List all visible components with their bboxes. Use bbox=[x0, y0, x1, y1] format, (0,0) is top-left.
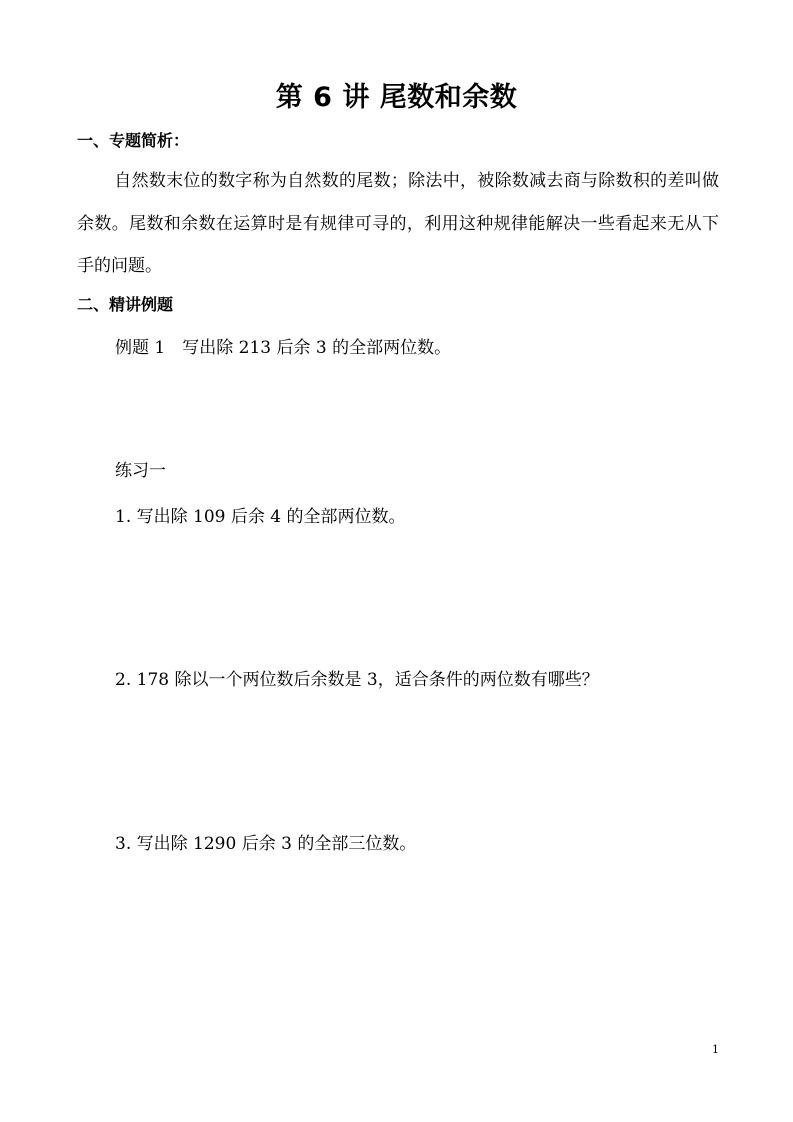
page-number: 1 bbox=[712, 1043, 719, 1056]
example-1: 例题 1 写出除 213 后余 3 的全部两位数。 bbox=[115, 338, 452, 358]
practice-label: 练习一 bbox=[115, 461, 166, 481]
page-title: 第 6 讲 尾数和余数 bbox=[275, 82, 518, 113]
practice-question-1: 1. 写出除 109 后余 4 的全部两位数。 bbox=[115, 507, 406, 527]
intro-paragraph bbox=[77, 160, 719, 288]
section-heading-examples: 二、精讲例题 bbox=[77, 295, 174, 314]
intro-paragraph-text: 自然数末位的数字称为自然数的尾数；除法中，被除数减去商与除数积的差叫做余数。尾数和余数在运算时是有规律可寻的，利用这种规律能解决一些看起来无从下手的问题。 bbox=[77, 171, 719, 276]
section-heading-analysis: 一、专题简析： bbox=[77, 131, 190, 150]
practice-question-3: 3. 写出除 1290 后余 3 的全部三位数。 bbox=[115, 834, 417, 854]
practice-question-2: 2. 178 除以一个两位数后余数是 3，适合条件的两位数有哪些？ bbox=[115, 670, 599, 690]
